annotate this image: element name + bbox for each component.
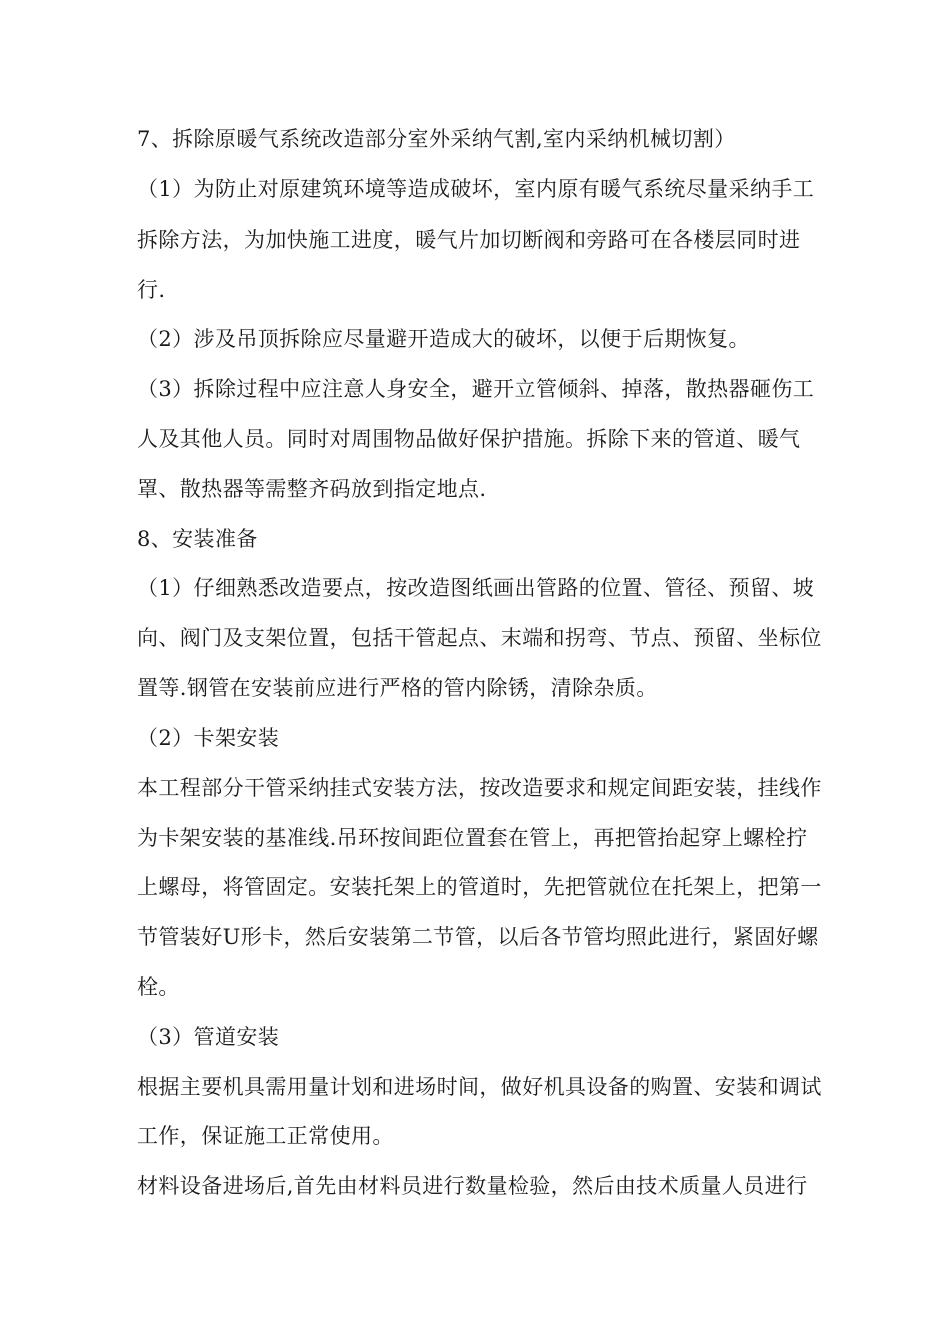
paragraph-line: 根据主要机具需用量计划和进场时间，做好机具设备的购置、安装和调试 [137,1075,822,1099]
paragraph-line: （3）拆除过程中应注意人身安全，避开立管倾斜、掉落，散热器砸伤工 [137,377,815,401]
paragraph-line: （2）涉及吊顶拆除应尽量避开造成大的破坏，以便于后期恢复。 [137,327,750,351]
paragraph-line: 置等.钢管在安装前应进行严格的管内除锈，清除杂质。 [137,676,658,700]
section-heading-8: 8、安装准备 [137,527,258,551]
paragraph-line: 材料设备进场后,首先由材料员进行数量检验，然后由技术质量人员进行 [137,1174,808,1198]
paragraph-line: 为卡架安装的基准线.吊环按间距位置套在管上，再把管抬起穿上螺栓拧 [137,826,808,850]
paragraph-line: 人及其他人员。同时对周围物品做好保护措施。拆除下来的管道、暖气 [137,427,801,451]
paragraph-line: 拆除方法，为加快施工进度，暖气片加切断阀和旁路可在各楼层同时进 [137,228,801,252]
section-heading-7: 7、拆除原暖气系统改造部分室外采纳气割,室内采纳机械切割） [137,127,736,151]
paragraph-line: 行. [137,278,166,302]
paragraph-line: 本工程部分干管采纳挂式安装方法，按改造要求和规定间距安装，挂线作 [137,776,822,800]
paragraph-line: 上螺母，将管固定。安装托架上的管道时，先把管就位在托架上，把第一 [137,875,822,899]
paragraph-line: 栓。 [137,975,180,999]
subheading-line: （2）卡架安装 [137,726,280,750]
subheading-line: （3）管道安装 [137,1025,280,1049]
paragraph-line: 工作，保证施工正常使用。 [137,1124,394,1148]
paragraph-line: 节管装好U形卡，然后安装第二节管，以后各节管均照此进行，紧固好螺 [137,925,819,949]
paragraph-line: 向、阀门及支架位置，包括干管起点、末端和拐弯、节点、预留、坐标位 [137,626,822,650]
paragraph-line: 罩、散热器等需整齐码放到指定地点. [137,477,487,501]
paragraph-line: （1）为防止对原建筑环境等造成破坏，室内原有暖气系统尽量采纳手工 [137,177,815,201]
paragraph-line: （1）仔细熟悉改造要点，按改造图纸画出管路的位置、管径、预留、坡 [137,576,815,600]
